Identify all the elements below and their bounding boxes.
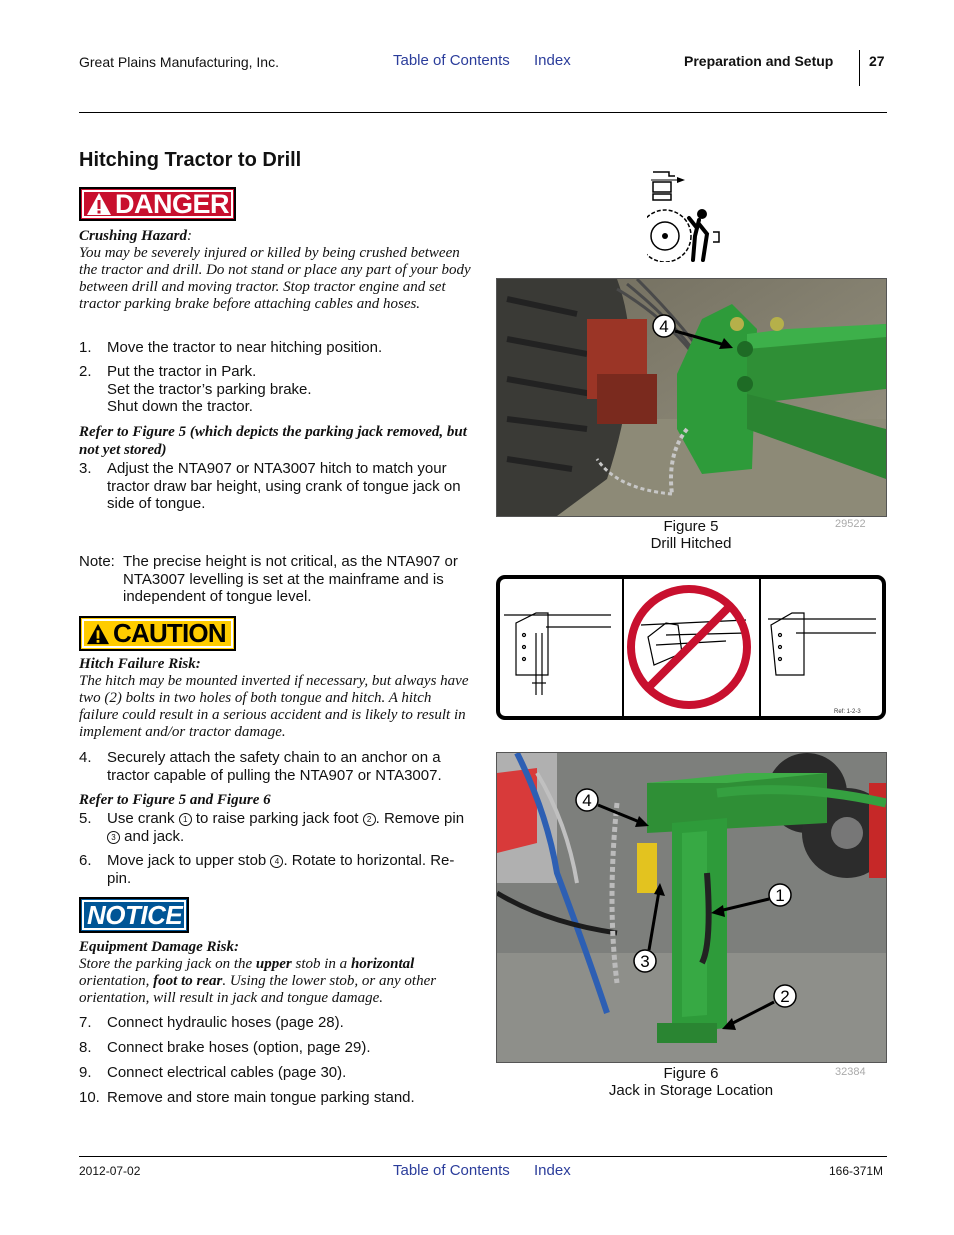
figure-6-callout-4: 4 — [582, 791, 592, 810]
figure-6-callout-2: 2 — [780, 987, 790, 1006]
callout-4: 4 — [270, 855, 283, 868]
danger-hazard: Crushing Hazard — [79, 228, 187, 244]
step-6: 6. Move jack to upper stob 4 . Rotate to horizontal. Re-pin. — [79, 852, 455, 887]
footer-date: 2012-07-02 — [79, 1164, 141, 1178]
footer-index-link[interactable]: Index — [534, 1162, 571, 1179]
danger-label: DANGER — [115, 188, 230, 219]
figure-6-label: Figure 6 — [663, 1065, 719, 1082]
danger-hazard-title: Crushing Hazard: — [79, 228, 192, 244]
notice-signal-word — [79, 897, 189, 933]
caution-body: The hitch may be mounted inverted if necessary, but always have two (2) bolts in two holes of both tongue and hitch. A hitch failure could result in a serious accident and is likely to result in implement and/or tractor damage. — [79, 673, 469, 740]
figure-5-label: Figure 5 — [663, 518, 719, 535]
header-rule — [79, 112, 887, 113]
figure-6-caption: Jack in Storage Location — [608, 1082, 774, 1099]
caution-hazard-title: Hitch Failure Risk: — [79, 656, 201, 672]
figure-5-caption: Drill Hitched — [650, 535, 732, 552]
figure-5-photo — [496, 278, 887, 517]
diagram-code: Ref: 1-2-3 — [834, 709, 861, 715]
figure-6-number: 32384 — [835, 1066, 866, 1078]
callout-1: 1 — [179, 813, 192, 826]
company-name: Great Plains Manufacturing, Inc. — [79, 54, 279, 70]
figure-6-callout-3: 3 — [640, 952, 650, 971]
footer-rule — [79, 1156, 887, 1157]
danger-signal-word — [79, 187, 236, 221]
section-title: Preparation and Setup — [684, 53, 834, 69]
footer-doc-number: 166-371M — [829, 1164, 884, 1178]
notice-hazard-title: Equipment Damage Risk: — [79, 939, 240, 955]
figure-6-callout-1: 1 — [775, 886, 785, 905]
reference-note-1: Refer to Figure 5 (which depicts the parking jack removed, but not yet stored) — [79, 424, 467, 458]
note: Note: The precise height is not critical, as the NTA907 or NTA3007 levelling is set at the mainframe and is independent of tongue level. — [79, 553, 458, 605]
warning-triangle-icon — [86, 623, 110, 645]
figure-6-photo — [496, 752, 887, 1063]
notice-label: NOTICE — [87, 899, 183, 930]
callout-3: 3 — [107, 831, 120, 844]
jack-storage-illustration — [497, 753, 886, 1062]
step-3: 3. Adjust the NTA907 or NTA3007 hitch to match your tractor draw bar height, using crank of tongue jack on side of tongue. — [79, 460, 461, 512]
header-divider — [859, 50, 860, 86]
warning-triangle-icon — [86, 192, 112, 216]
page-title: Hitching Tractor to Drill — [79, 149, 302, 171]
caution-label: CAUTION — [113, 618, 226, 648]
caution-signal-word — [79, 616, 236, 651]
toc-link[interactable]: Table of Contents — [393, 52, 510, 69]
step-5: 5. Use crank 1 to raise parking jack foot 2 . Remove pin 3 and jack. — [79, 810, 465, 845]
notice-body: Store the parking jack on the upper stob in a horizontal orientation, foot to rear. Using the lower stob, or any other orientation, will result in jack and tongue damage. — [79, 956, 437, 1006]
figure-5-callout-label: 4 — [659, 317, 669, 336]
reference-note-2: Refer to Figure 5 and Figure 6 — [79, 792, 271, 808]
drill-hitched-illustration — [497, 279, 886, 516]
step-2: 2. Put the tractor in Park. Set the tractor’s parking brake. Shut down the tractor. — [79, 363, 312, 415]
index-link[interactable]: Index — [534, 52, 571, 69]
hitch-orientation-diagram — [496, 575, 886, 720]
step-4: 4. Securely attach the safety chain to an anchor on a tractor capable of pulling the NTA907 or NTA3007. — [79, 749, 442, 784]
figure-5-number: 29522 — [835, 518, 866, 530]
callout-2: 2 — [363, 813, 376, 826]
danger-body: You may be severely injured or killed by being crushed between the tractor and drill. Do not stand or place any part of your body between drill and moving tractor. Stop tractor engine and set tractor parking brake before attaching cables and hoses. — [79, 245, 471, 312]
footer-toc-link[interactable]: Table of Contents — [393, 1162, 510, 1179]
page-number: 27 — [869, 53, 885, 69]
crush-hazard-pictogram — [647, 168, 725, 262]
